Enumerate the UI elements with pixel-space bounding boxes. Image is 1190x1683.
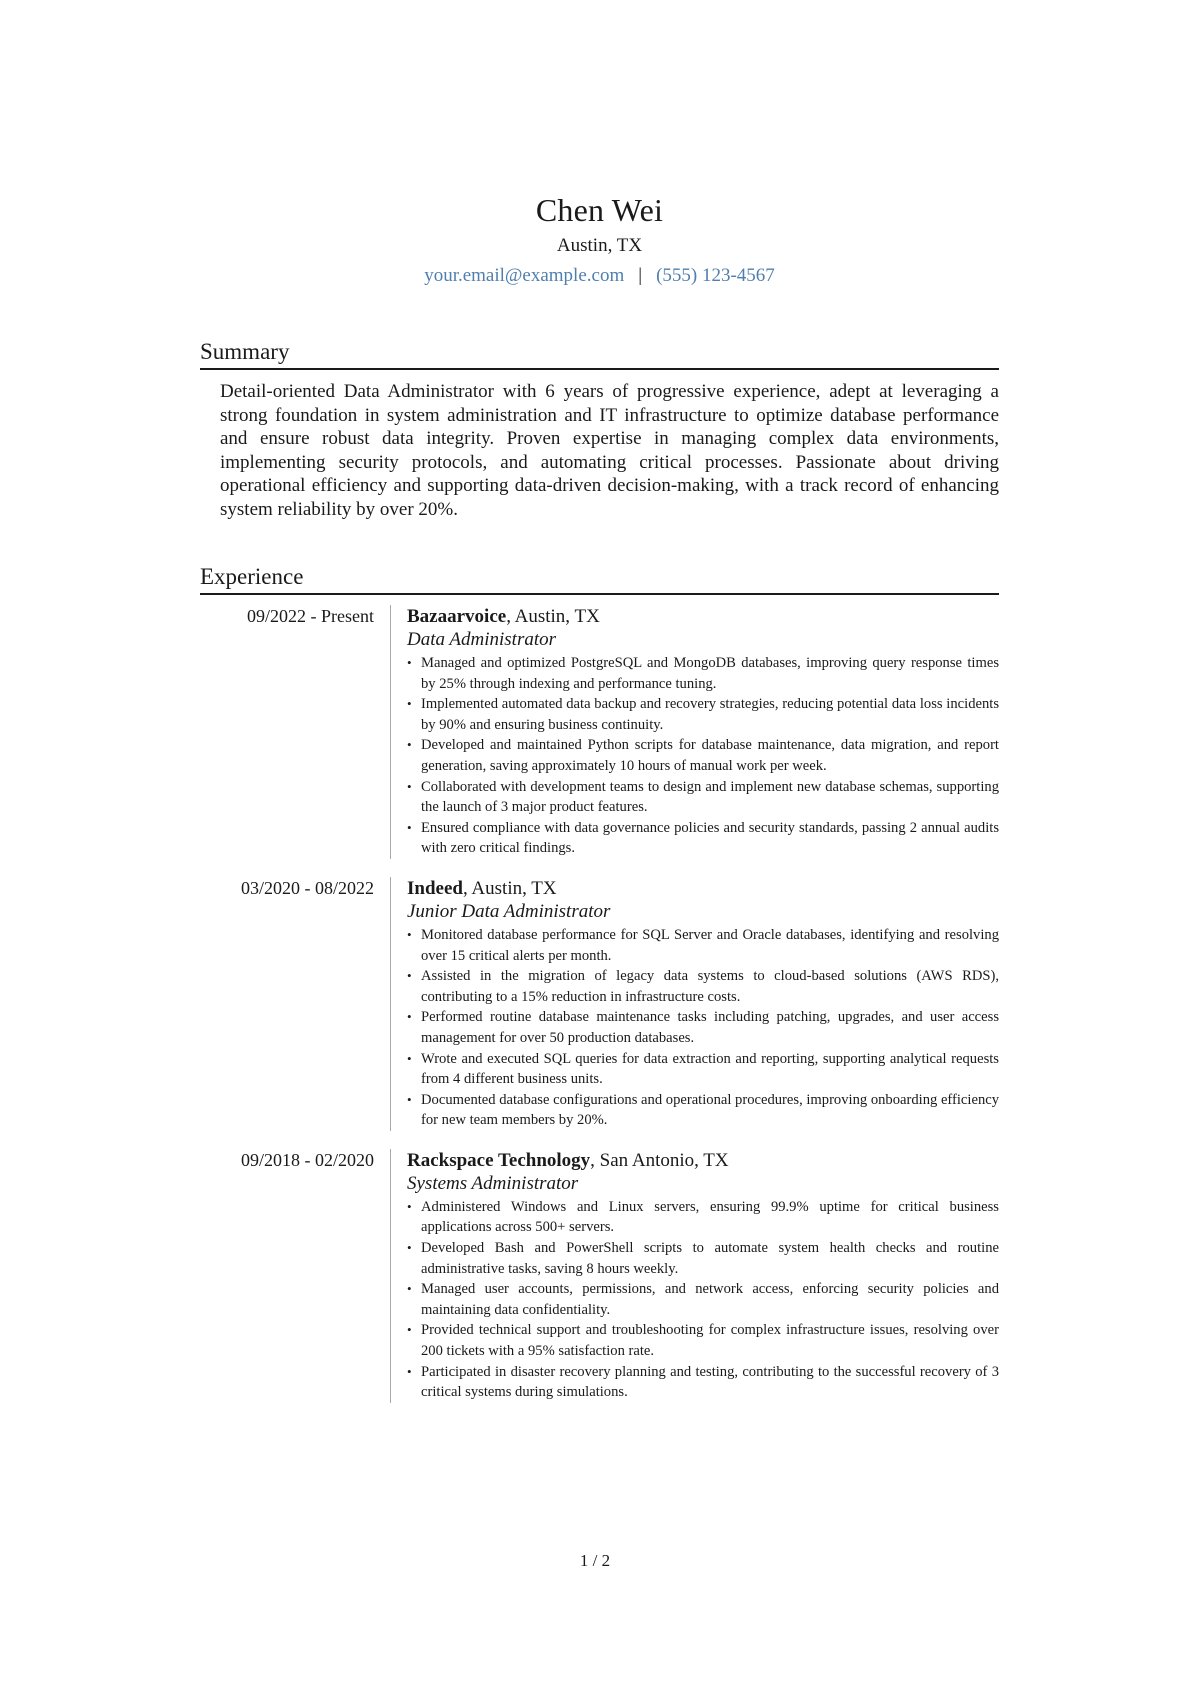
phone-link[interactable]: (555) 123-4567 bbox=[656, 265, 775, 286]
job-dates: 09/2018 - 02/2020 bbox=[241, 1149, 374, 1170]
contact-separator: | bbox=[638, 265, 643, 286]
bullet-item: • Developed Bash and PowerShell scripts to automate system health checks and routine administrative tasks, saving 8 hours weekly. bbox=[407, 1238, 999, 1279]
bullet-item: • Documented database configurations and operational procedures, improving onboarding efficiency for new team members by 20%. bbox=[407, 1090, 999, 1131]
page-number: 1 / 2 bbox=[579, 1551, 611, 1570]
job-entry bbox=[200, 877, 999, 1131]
experience-section bbox=[200, 563, 999, 1403]
company-name: Indeed bbox=[407, 877, 463, 899]
summary-heading: Summary bbox=[200, 338, 999, 370]
bullet-item: • Monitored database performance for SQL Server and Oracle databases, identifying and resolving over 15 critical alerts per month. bbox=[407, 925, 999, 966]
job-details bbox=[390, 877, 999, 1131]
job-dates: 09/2022 - Present bbox=[247, 606, 374, 626]
job-details bbox=[390, 605, 999, 859]
bullet-item: • Implemented automated data backup and recovery strategies, reducing potential data loss incidents by 90% and ensuring business continuity. bbox=[407, 694, 999, 735]
resume-header bbox=[200, 0, 999, 288]
experience-heading: Experience bbox=[200, 563, 999, 595]
candidate-name: Chen Wei bbox=[535, 192, 664, 228]
company-name: Bazaarvoice bbox=[407, 606, 507, 627]
resume-page bbox=[200, 0, 999, 1403]
job-bullets bbox=[407, 925, 999, 1131]
bullet-item: • Ensured compliance with data governance policies and security standards, passing 2 annual audits with zero critical findings. bbox=[407, 818, 999, 859]
contact-line bbox=[200, 264, 999, 288]
job-details bbox=[390, 1149, 999, 1403]
bullet-item: • Provided technical support and troubleshooting for complex infrastructure issues, resolving over 200 tickets with a 95% satisfaction rate. bbox=[407, 1320, 999, 1361]
summary-text: Detail-oriented Data Administrator with 6 years of progressive experience, adept at leveraging a strong foundation in system administration and IT infrastructure to optimize database performance and ensure robust data integrity. Proven expertise in managing complex data environments, implementing security protocols, and automating critical processes. Passionate about driving operational efficiency and supporting data-driven decision-making, with a track record of enhancing system reliability by over 20%. bbox=[220, 381, 999, 520]
company-name: Rackspace Technology bbox=[407, 1149, 591, 1171]
job-bullets bbox=[407, 1197, 999, 1403]
bullet-item: • Participated in disaster recovery planning and testing, contributing to the successful recovery of 3 critical systems during simulations. bbox=[407, 1362, 999, 1403]
job-company-line bbox=[407, 605, 999, 628]
job-entry bbox=[200, 1149, 999, 1403]
summary-section bbox=[200, 338, 999, 521]
job-role: Data Administrator bbox=[407, 629, 557, 650]
job-bullets bbox=[407, 653, 999, 859]
bullet-item: • Collaborated with development teams to design and implement new database schemas, supporting the launch of 3 major product features. bbox=[407, 777, 999, 818]
job-dates: 03/2020 - 08/2022 bbox=[241, 877, 374, 898]
bullet-item: • Performed routine database maintenance tasks including patching, upgrades, and user access management for over 50 production databases. bbox=[407, 1007, 999, 1048]
job-role: Systems Administrator bbox=[407, 1172, 579, 1194]
bullet-item: • Developed and maintained Python scripts for database maintenance, data migration, and report generation, saving approximately 10 hours of manual work per week. bbox=[407, 735, 999, 776]
bullet-item: • Assisted in the migration of legacy data systems to cloud-based solutions (AWS RDS), contributing to a 15% reduction in infrastructure costs. bbox=[407, 966, 999, 1007]
bullet-item: • Managed and optimized PostgreSQL and MongoDB databases, improving query response times by 25% through indexing and performance tuning. bbox=[407, 653, 999, 694]
candidate-location: Austin, TX bbox=[556, 235, 643, 256]
bullet-item: • Administered Windows and Linux servers, ensuring 99.9% uptime for critical business applications across 500+ servers. bbox=[407, 1197, 999, 1238]
email-link[interactable]: your.email@example.com bbox=[424, 265, 625, 286]
bullet-item: • Managed user accounts, permissions, and network access, enforcing security policies and maintaining data confidentiality. bbox=[407, 1279, 999, 1320]
job-role: Junior Data Administrator bbox=[407, 900, 611, 922]
job-company-line bbox=[407, 1149, 999, 1172]
job-company-line bbox=[407, 877, 999, 900]
company-location: , Austin, TX bbox=[506, 606, 600, 627]
bullet-item: • Wrote and executed SQL queries for data extraction and reporting, supporting analytical requests from 4 different business units. bbox=[407, 1049, 999, 1090]
company-location: , San Antonio, TX bbox=[590, 1149, 729, 1171]
job-entry bbox=[200, 605, 999, 859]
company-location: , Austin, TX bbox=[462, 877, 557, 899]
